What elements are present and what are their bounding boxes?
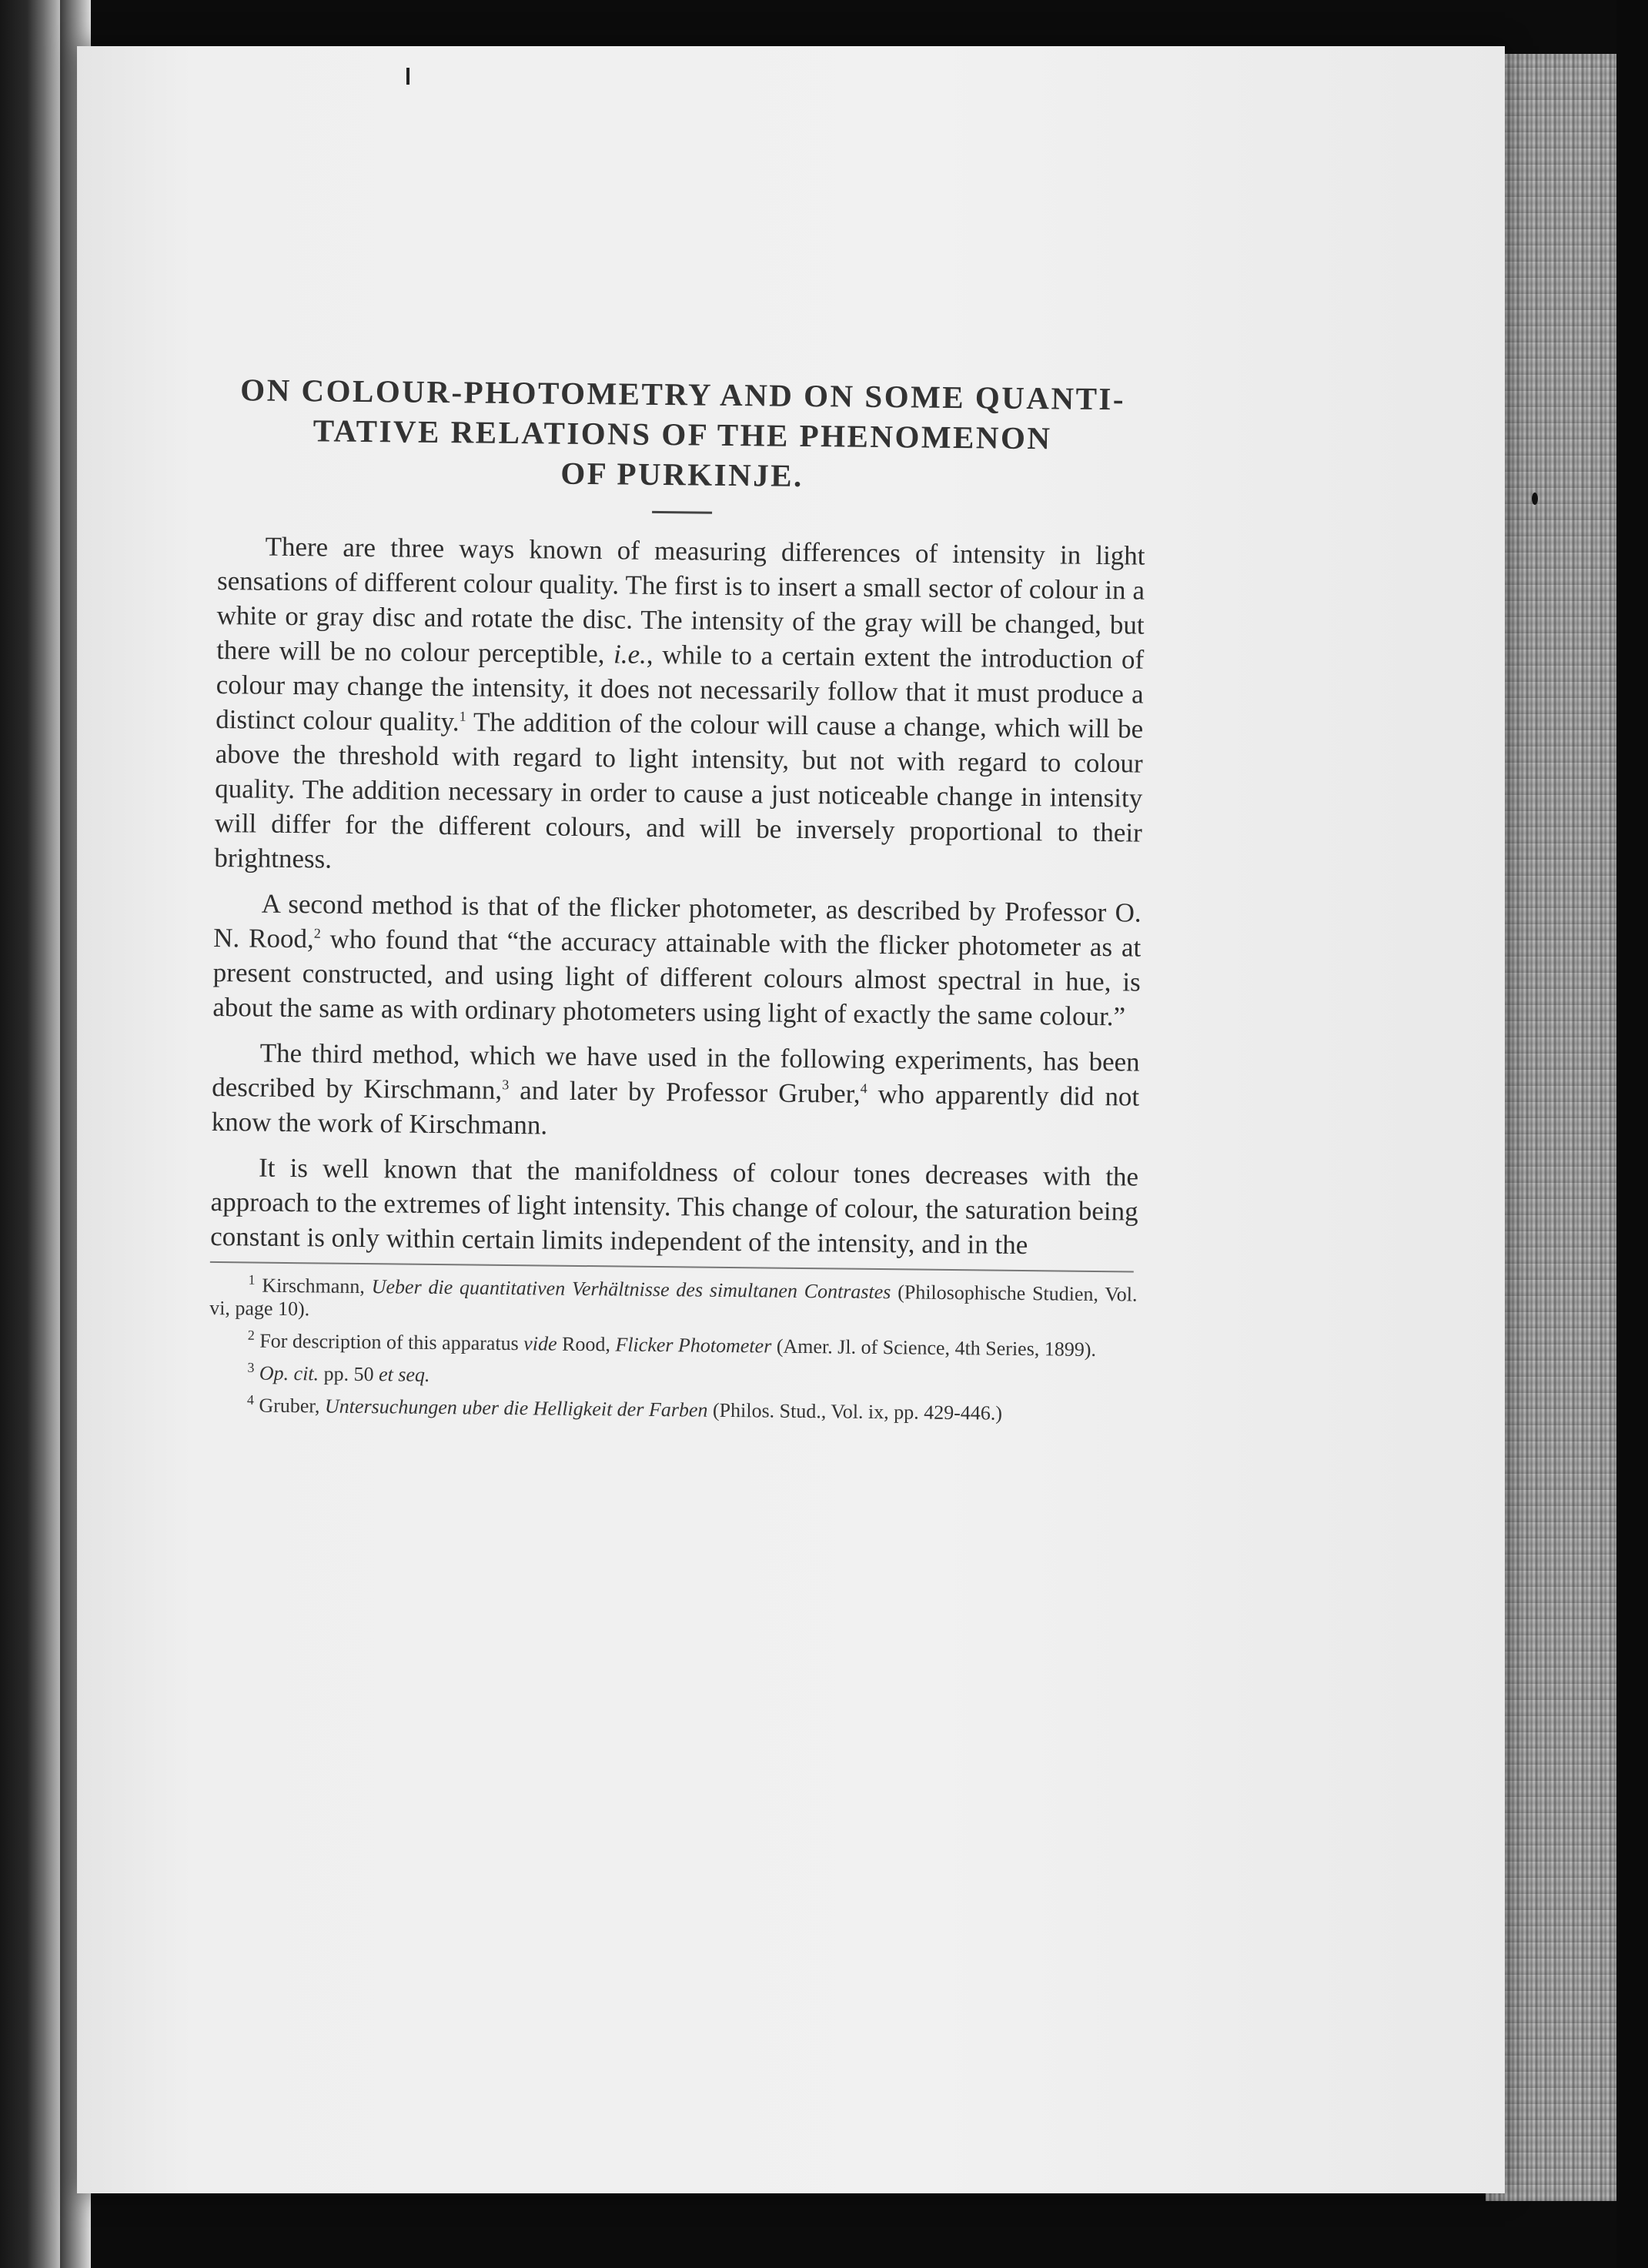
footnote-2-mark: 2 [247,1327,255,1343]
page-edges-texture [1486,54,1616,2201]
footnote-ref-4[interactable]: 4 [860,1081,867,1097]
paragraph-3-text-b: and later by Professor Gruber, [508,1074,861,1109]
footnote-2 [209,1329,1137,1362]
page-edge-speck [1532,493,1538,505]
top-edge-mark [406,68,409,85]
footnote-1-mark: 1 [248,1271,256,1288]
footnotes [209,1271,1138,1427]
paragraph-1 [214,529,1145,885]
footnote-ref-1[interactable]: 1 [459,708,466,724]
footnote-2-italic-2: Flicker Photometer [615,1333,772,1358]
footnote-3-mid: pp. 50 [318,1362,379,1386]
page-content [209,369,1147,1436]
paragraph-1-text-b: , while to a certain extent the introduction of colour may change the intensity, it does not necessarily follow that it must produce a distinct colour quality. [216,639,1145,737]
article-body [210,529,1145,1264]
paragraph-3-text-c: who apparently did not know the work of Kirschmann. [211,1078,1140,1141]
scan-background-right [1616,0,1648,2268]
footnote-3-italic: Op. cit. [259,1361,319,1385]
footnote-2-italic: vide [523,1332,557,1355]
paragraph-2-text-b: who found that “the accuracy attainable with the flicker photometer as at present constructed, and using light of different colours almost spectral in hue, is about the same as with ordinary photometers using light of exactly the same colour.” [212,924,1142,1032]
footnote-4-pre: Gruber, [253,1394,326,1418]
footnote-4-mark: 4 [246,1391,255,1408]
paragraph-2 [212,886,1142,1034]
footnote-1-post: (Philosophische Studien, Vol. vi, page 10). [209,1281,1138,1321]
paragraph-3-text-a: The third method, which we have used in the following experiments, has been described by Kirschmann, [212,1037,1140,1105]
title-line-2: TATIVE RELATIONS OF THE PHENOMENON [313,413,1052,456]
paragraph-1-text-c: The addition of the colour will cause a change, which will be above the threshold with regard to light intensity, but not with regard to colour quality. The addition necessary in order to cause a just noticeable change in intensity will differ for the different colours, and will be inversely proportional to their brightness. [214,706,1144,874]
paragraph-2-text-a: A second method is that of the flicker photometer, as described by Professor O. N. Rood, [213,888,1142,954]
footnote-4 [209,1391,1136,1427]
footnote-ref-2[interactable]: 2 [313,925,321,941]
footnote-rule [210,1261,1134,1273]
title-rule [652,511,712,514]
footnote-1-pre: Kirschmann, [255,1274,372,1298]
footnote-3 [209,1361,1136,1395]
footnote-4-italic: Untersuchungen uber die Helligkeit der Farben [324,1395,708,1421]
footnote-4-post: (Philos. Stud., Vol. ix, pp. 429-446.) [707,1398,1003,1425]
title-line-1: ON COLOUR-PHOTOMETRY AND ON SOME QUANTI- [240,372,1126,417]
paragraph-1-text-a: There are three ways known of measuring differences of intensity in light sensations of different colour quality. The first is to insert a small sector of colour in a white or gray disc and rotate the disc. The intensity of the gray will be changed, but there will be no colour perceptible, [216,531,1145,670]
footnote-3-italic-2: et seq. [378,1363,430,1386]
footnote-2-post: (Amer. Jl. of Science, 4th Series, 1899). [771,1334,1097,1361]
paragraph-3 [212,1035,1140,1149]
left-facing-page [0,0,60,2268]
footnote-1-italic: Ueber die quantitativen Verhältnisse des simultanen Contrastes [371,1275,891,1304]
paragraph-4: It is well known that the manifoldness of colour tones decreases with the approach to the extremes of light intensity. This change of colour, the saturation being constant is only within certain limits independent of the intensity, and in the [209,1152,1139,1261]
paragraph-1-italic-ie: i.e. [613,639,647,670]
footnote-2-mid: Rood, [557,1332,616,1356]
footnote-3-mark: 3 [247,1359,255,1375]
article-title [218,369,1147,499]
footnote-2-pre: For description of this apparatus [254,1329,524,1355]
footnote-1 [209,1271,1138,1330]
footnote-ref-3[interactable]: 3 [502,1077,510,1093]
title-line-3: OF PURKINJE. [560,455,804,493]
